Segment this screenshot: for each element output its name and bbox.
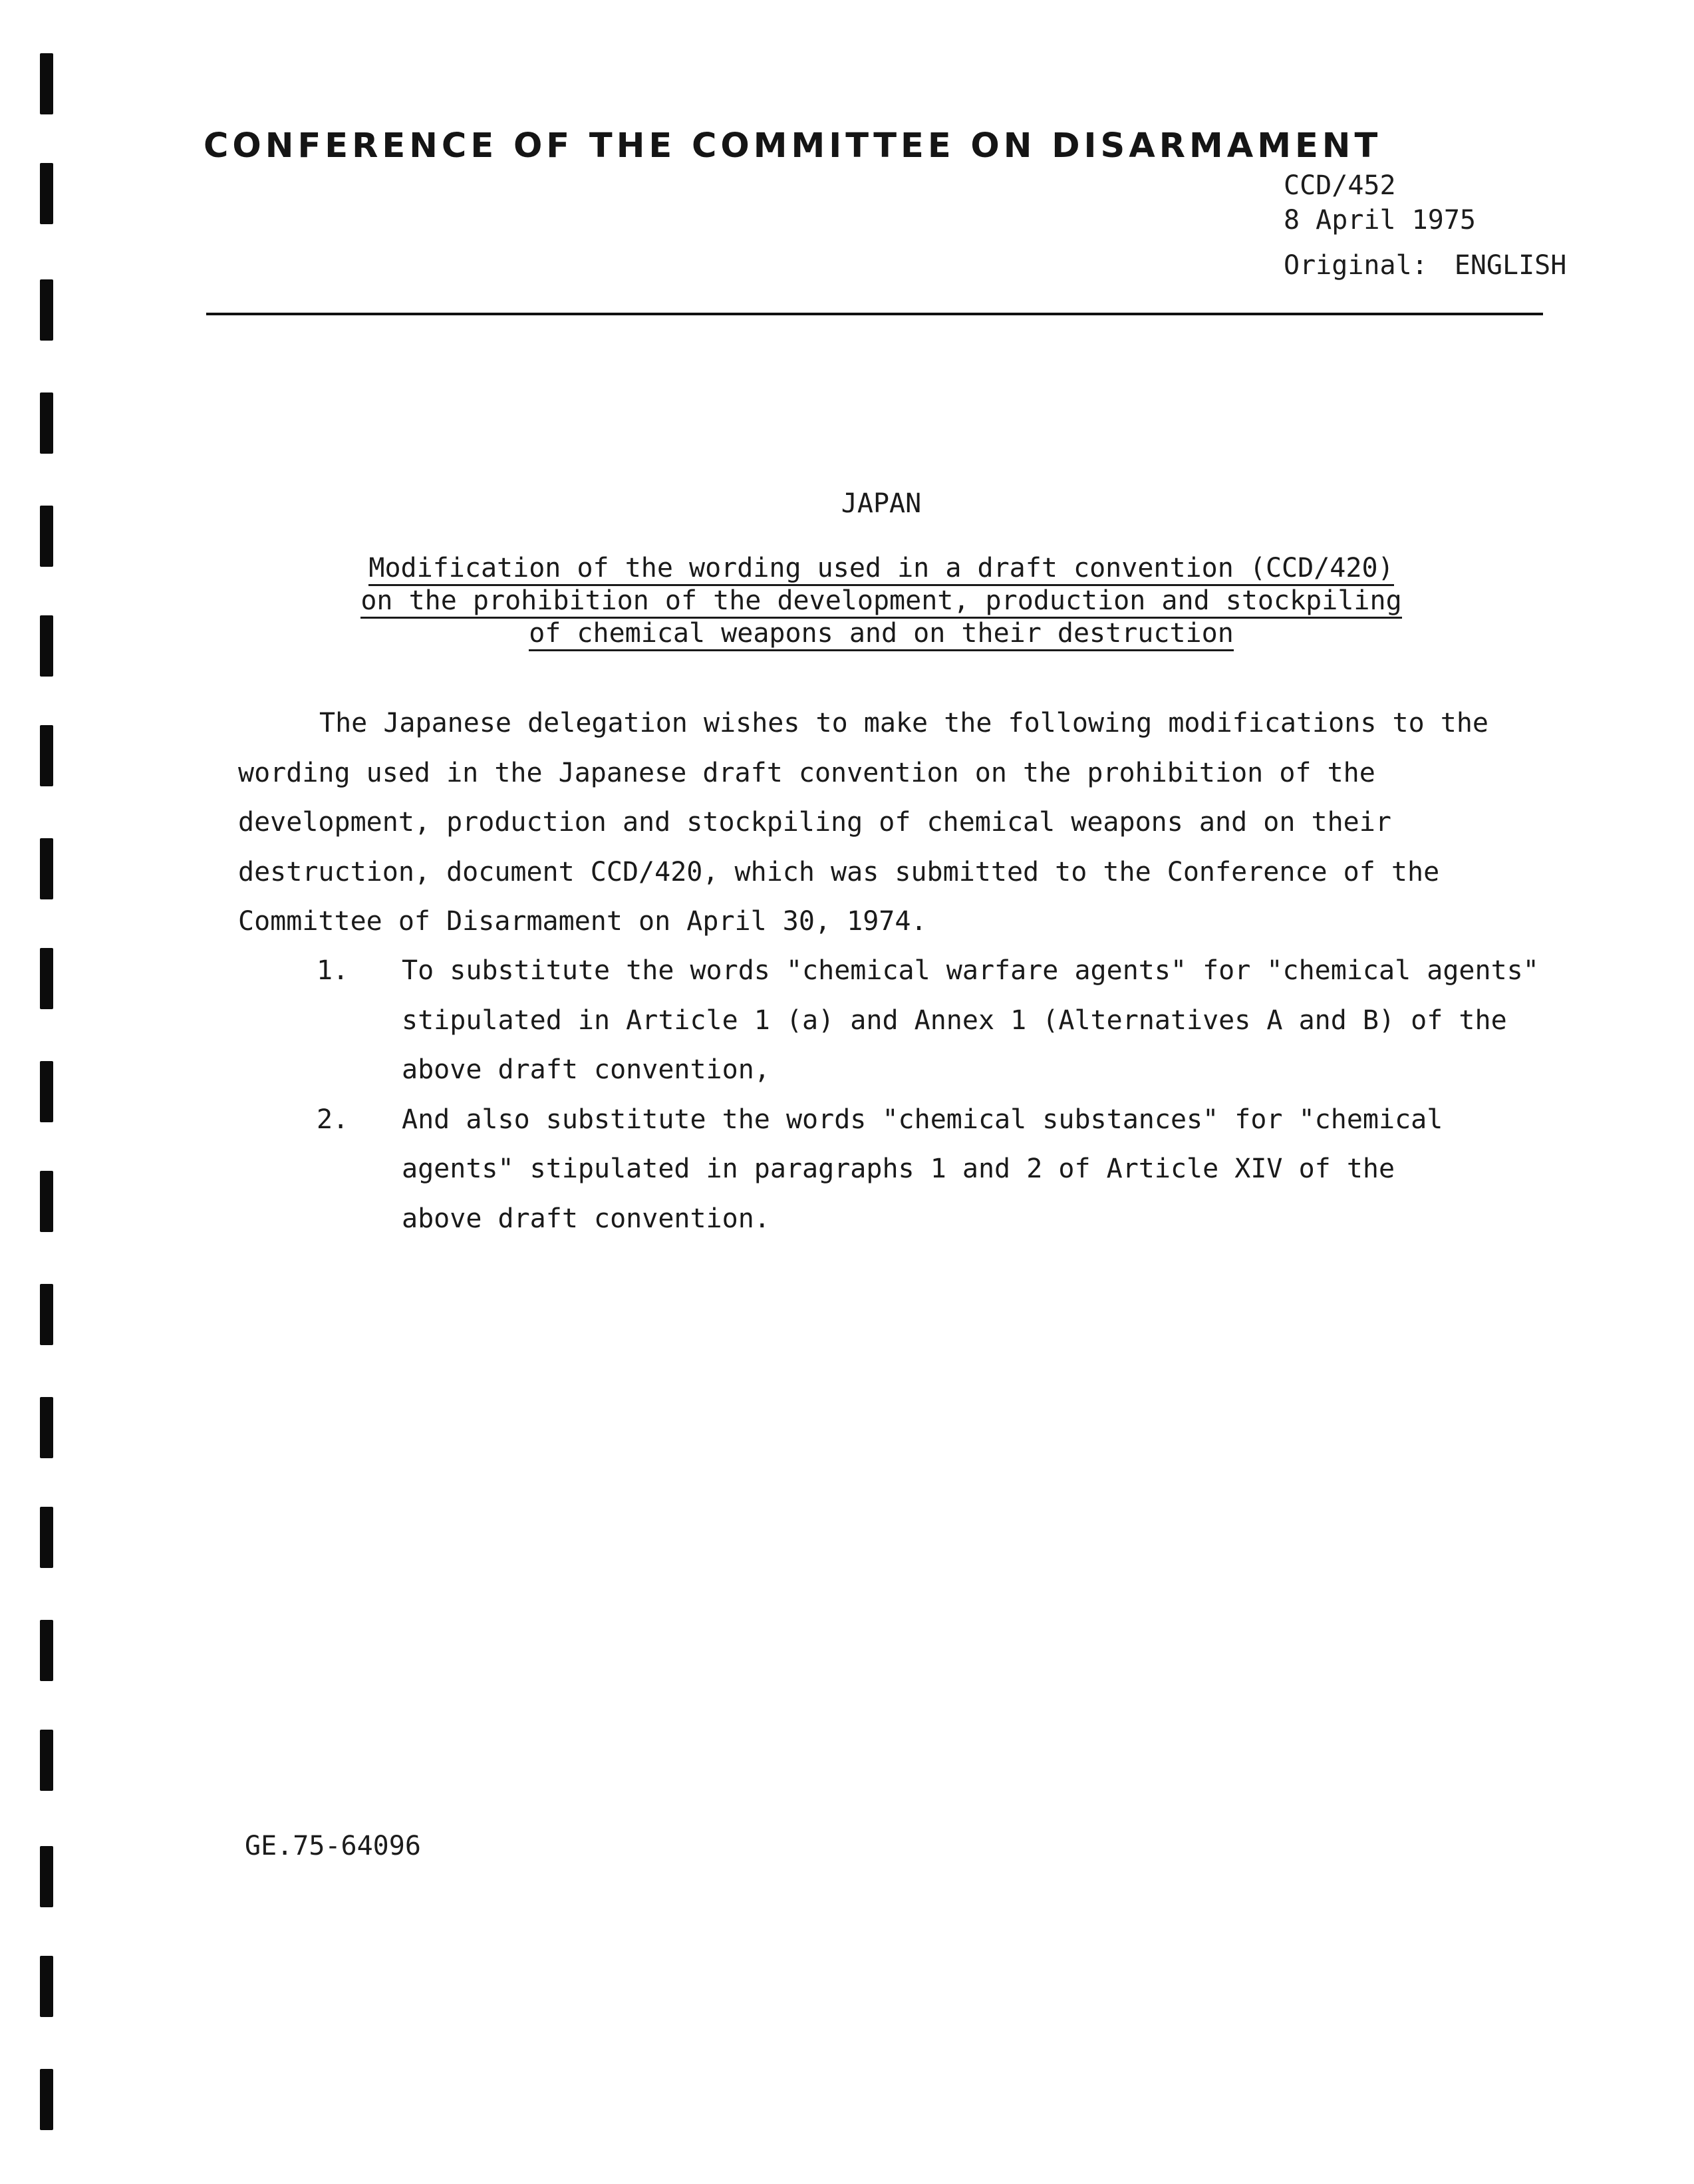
item-line: above draft convention, <box>402 1054 770 1085</box>
original-language: ENGLISH <box>1454 250 1567 281</box>
item-line: agents" stipulated in paragraphs 1 and 2 of Article XIV of the <box>402 1154 1395 1184</box>
organization-heading: CONFERENCE OF THE COMMITTEE ON DISARMAMENT <box>204 126 1382 166</box>
binding-hole <box>40 725 53 786</box>
binding-hole <box>40 279 53 341</box>
item-line: above draft convention. <box>402 1203 770 1234</box>
subject-heading <box>0 552 1694 650</box>
document-metadata <box>1284 168 1566 283</box>
item-text <box>402 1095 1443 1244</box>
item-number: 2. <box>317 1104 349 1135</box>
item-line: To substitute the words "chemical warfare agents" for "chemical agents" <box>402 955 1539 986</box>
binding-hole <box>40 392 53 454</box>
subject-line: on the prohibition of the development, production and stockpiling <box>360 585 1401 619</box>
original-label: Original: <box>1284 250 1428 281</box>
intro-paragraph <box>238 699 1562 947</box>
binding-hole <box>40 1284 53 1345</box>
list-item <box>317 946 1580 1095</box>
modification-list <box>317 946 1580 1243</box>
binding-hole <box>40 1507 53 1568</box>
intro-line: wording used in the Japanese draft convention on the prohibition of the <box>238 757 1375 788</box>
binding-hole <box>40 2069 53 2130</box>
document-date: 8 April 1975 <box>1284 205 1476 235</box>
binding-hole <box>40 53 53 114</box>
document-reference-code: GE.75-64096 <box>245 1831 421 1861</box>
binding-hole <box>40 1620 53 1681</box>
item-number: 1. <box>317 955 349 986</box>
binding-hole <box>40 1956 53 2017</box>
item-line: stipulated in Article 1 (a) and Annex 1 (Alternatives A and B) of the <box>402 1005 1507 1036</box>
binding-hole <box>40 948 53 1009</box>
binding-hole <box>40 1397 53 1458</box>
item-text <box>402 946 1539 1095</box>
original-language-line <box>1284 248 1566 283</box>
binding-hole <box>40 163 53 224</box>
item-line: And also substitute the words "chemical substances" for "chemical <box>402 1104 1443 1135</box>
document-symbol: CCD/452 <box>1284 170 1396 201</box>
subject-line: of chemical weapons and on their destruction <box>529 618 1234 651</box>
binding-hole <box>40 1061 53 1122</box>
intro-line: Committee of Disarmament on April 30, 1974. <box>238 906 927 937</box>
binding-hole <box>40 838 53 899</box>
list-item <box>317 1095 1580 1244</box>
subject-line: Modification of the wording used in a draft convention (CCD/420) <box>368 553 1393 586</box>
header-divider <box>206 313 1543 315</box>
binding-hole <box>40 1171 53 1232</box>
binding-holes <box>35 0 61 2184</box>
binding-hole <box>40 1730 53 1791</box>
intro-line: development, production and stockpiling of chemical weapons and on their <box>238 807 1391 838</box>
binding-hole <box>40 1846 53 1907</box>
intro-line: destruction, document CCD/420, which was submitted to the Conference of the <box>238 856 1440 887</box>
intro-line: The Japanese delegation wishes to make the following modifications to the <box>319 708 1488 738</box>
country-heading: JAPAN <box>841 488 922 519</box>
